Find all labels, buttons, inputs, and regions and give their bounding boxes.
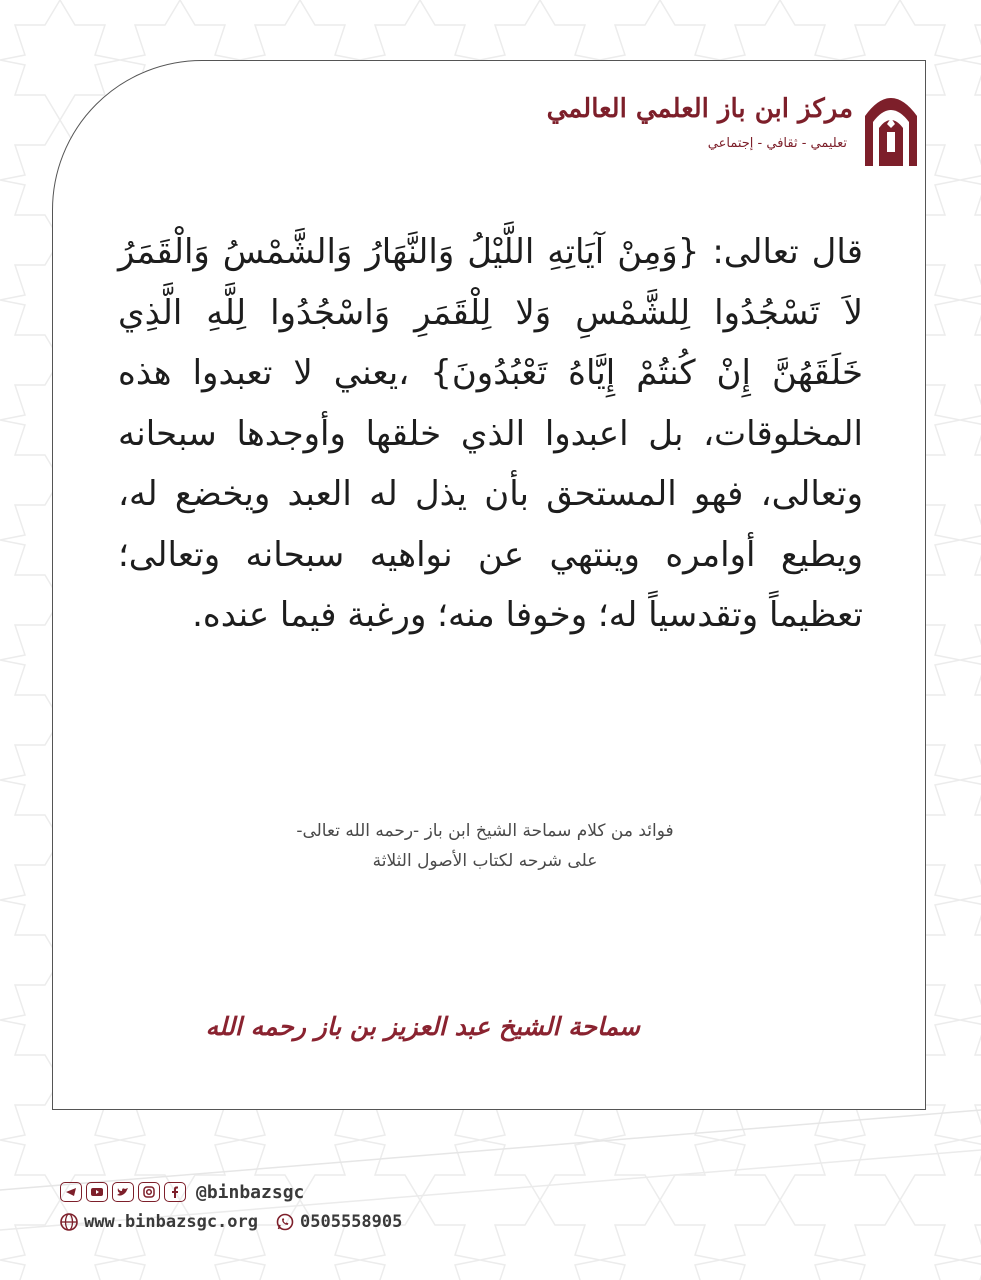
website-link[interactable]: www.binbazsgc.org [84, 1212, 258, 1232]
phone-number[interactable]: 0505558905 [300, 1212, 403, 1232]
social-handle[interactable]: @binbazsgc [196, 1181, 305, 1203]
mosque-emblem-icon [861, 88, 921, 166]
brand-logo [546, 88, 921, 168]
source-citation [260, 816, 710, 876]
source-line-1: فوائد من كلام سماحة الشيخ ابن باز -رحمه الله تعالى- [296, 821, 674, 841]
instagram-icon[interactable] [138, 1182, 160, 1202]
logo-title: مركز ابن باز العلمي العالمي [546, 94, 853, 124]
sheikh-calligraphy: سماحة الشيخ عبد العزيز بن باز رحمه الله [205, 1012, 640, 1041]
facebook-icon[interactable] [164, 1182, 186, 1202]
twitter-icon[interactable] [112, 1182, 134, 1202]
main-paragraph: قال تعالى: {وَمِنْ آيَاتِهِ اللَّيْلُ وَالنَّهَارُ وَالشَّمْسُ وَالْقَمَرُ لاَ تَسْجُدُوا لِلشَّمْسِ وَلا لِلْقَمَرِ وَاسْجُدُوا لِلَّهِ الَّذِي خَلَقَهُنَّ إِنْ كُنتُمْ إِيَّاهُ تَعْبُدُونَ} ،يعني لا تعبدوا هذه المخلوقات، بل اعبدوا الذي خلقها وأوجدها سبحانه وتعالى، فهو المستحق بأن يذل له العبد ويخضع له، ويطيع أوامره وينتهي عن نواهيه سبحانه وتعالى؛ تعظيماً وتقدسياً له؛ وخوفا منه؛ ورغبة فيما عنده. [118, 232, 863, 635]
contact-bar [60, 1212, 402, 1232]
youtube-icon[interactable] [86, 1182, 108, 1202]
social-bar [60, 1180, 304, 1204]
globe-icon [60, 1213, 78, 1231]
source-line-2: على شرحه لكتاب الأصول الثلاثة [372, 851, 598, 871]
telegram-icon[interactable] [60, 1182, 82, 1202]
logo-subtitle: تعليمي - ثقافي - إجتماعي [707, 136, 847, 151]
whatsapp-icon [276, 1213, 294, 1231]
